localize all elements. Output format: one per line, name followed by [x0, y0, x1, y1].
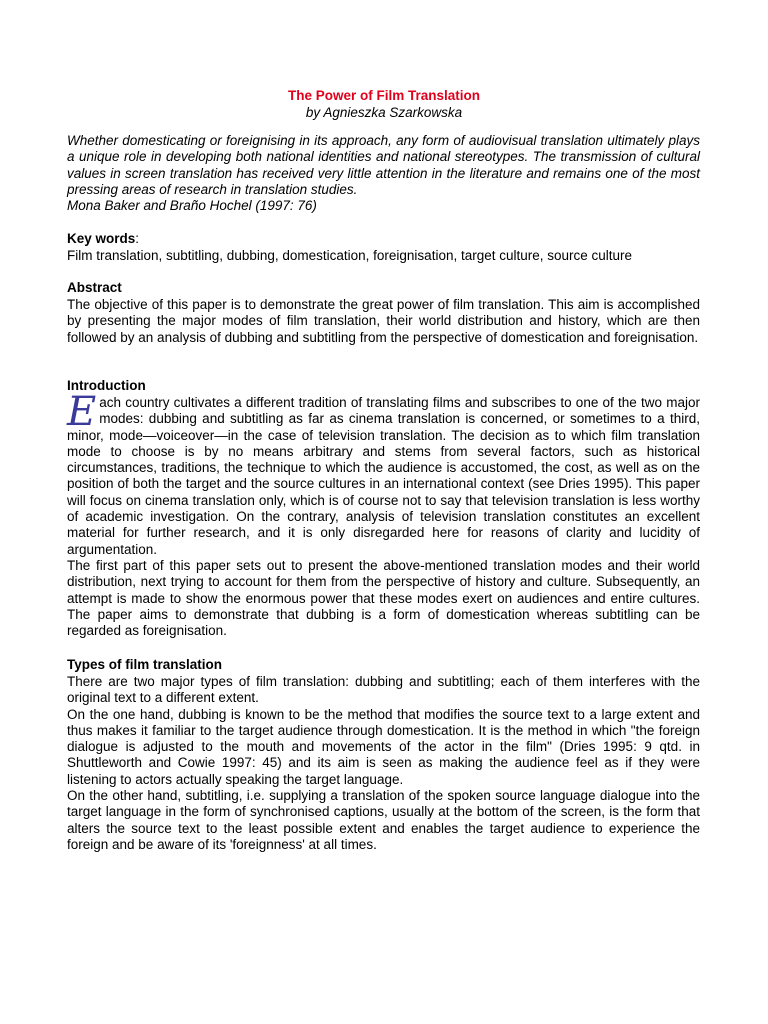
keywords-text: Film translation, subtitling, dubbing, domestication, foreignisation, target culture, source culture: [67, 248, 633, 263]
introduction-paragraph-1-text: ach country cultivates a different tradition of translating films and subscribes to one of the two major modes: dubbing and subtitling as far as cinema translation is concerned, or sometimes to a third, minor, mode—voiceover—in the case of television translation. The decision as to which film translation mode to choose is by no means arbitrary and stems from several factors, such as historical circumstances, traditions, the technique to which the audience is accustomed, the cost, as well as on the position of both the target and the source cultures in an international context (see Dries 1995). This paper will focus on cinema translation only, which is of course not to say that television translation is less worthy of academic investigation. On the contrary, analysis of television translation constitutes an excellent material for further research, and it is only disregarded here for reasons of clarity and lucidity of argumentation.: [67, 395, 700, 557]
epigraph-attribution: Mona Baker and Braño Hochel (1997: 76): [67, 198, 317, 214]
types-paragraph-3: On the other hand, subtitling, i.e. supplying a translation of the spoken source language dialogue into the target language in the form of synchronised captions, usually at the bottom of the screen, is the form that alters the source text to the least possible extent and enables the target audience to experience the foreign and be aware of its 'foreignness' at all times.: [67, 788, 700, 852]
author-byline: by Agnieszka Szarkowska: [305, 105, 463, 120]
keywords-colon: :: [135, 231, 140, 246]
paper-title: The Power of Film Translation: [287, 88, 481, 103]
introduction-section: [67, 389, 700, 639]
keywords-heading: Key words: [67, 231, 136, 246]
introduction-paragraph-1: [67, 389, 700, 558]
abstract-heading: Abstract: [67, 280, 122, 295]
abstract-section: [67, 297, 700, 346]
introduction-paragraph-2: The first part of this paper sets out to present the above-mentioned translation modes and their world distribution, next trying to account for them from the perspective of history and culture. Subsequently, an attempt is made to show the enormous power that these modes exert on audiences and entire cultures. The paper aims to demonstrate that dubbing is a form of domestication whereas subtitling can be regarded as foreignisation.: [67, 557, 700, 639]
keywords-heading-line: [67, 231, 700, 247]
epigraph-text: Whether domesticating or foreignising in its approach, any form of audiovisual translation ultimately plays a unique role in developing both national identities and national stereotypes. The transmission of cultural values in screen translation has received very little attention in the literature and remains one of the most pressing areas of research in translation studies.: [67, 133, 700, 197]
abstract-text: The objective of this paper is to demonstrate the great power of film translation. This aim is accomplished by presenting the major modes of film translation, their world distribution and history, which are then followed by an analysis of dubbing and subtitling from the perspective of domestication and foreignisation.: [67, 297, 700, 345]
types-paragraph-2: On the one hand, dubbing is known to be the method that modifies the source text to a large extent and thus makes it familiar to the target audience through domestication. It is the method in which "the foreign dialogue is adjusted to the mouth and movements of the actor in the film" (Dries 1995: 9 qtd. in Shuttleworth and Cowie 1997: 45) and its aim is seen as making the audience feel as if they were listening to actors actually speaking the target language.: [67, 706, 700, 787]
types-heading: Types of film translation: [67, 657, 223, 672]
types-paragraph-1: There are two major types of film translation: dubbing and subtitling; each of them interferes with the original text to a different extent.: [67, 674, 700, 706]
types-section: [67, 674, 700, 853]
epigraph-quote: [67, 133, 700, 214]
drop-cap-letter: E: [67, 389, 97, 435]
introduction-heading: Introduction: [67, 378, 146, 393]
